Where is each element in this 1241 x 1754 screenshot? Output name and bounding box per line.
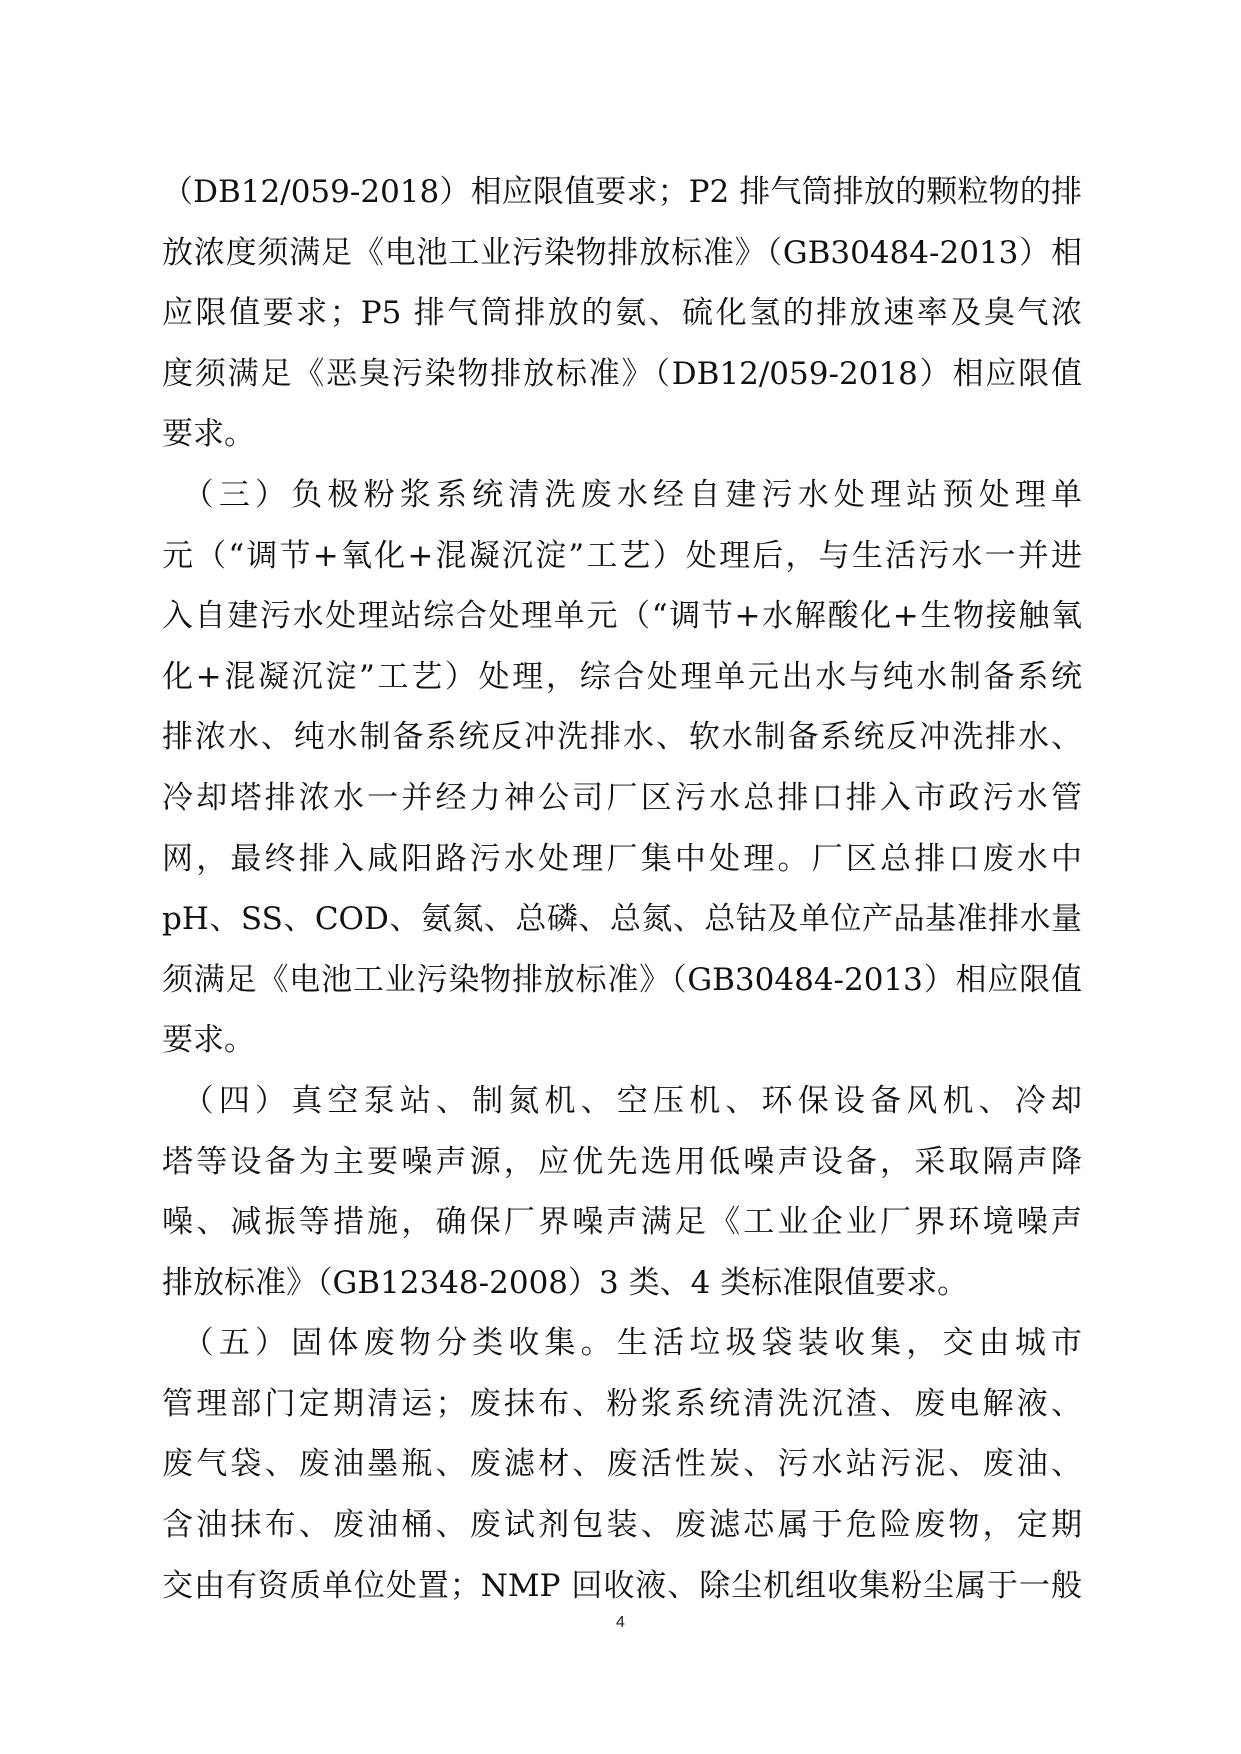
text-line: 冷却塔排浓水一并经力神公司厂区污水总排口排入市政污水管: [162, 779, 1082, 816]
text-line: 交由有资质单位处置；NMP 回收液、除尘机组收集粉尘属于一般: [162, 1567, 1082, 1604]
text-line: 元（“调节+氧化+混凝沉淀”工艺）处理后，与生活污水一并进: [162, 537, 1082, 574]
text-line: 排浓水、纯水制备系统反冲洗排水、软水制备系统反冲洗排水、: [162, 719, 1082, 756]
page-number: 4: [616, 1614, 625, 1631]
text-line: 入自建污水处理站综合处理单元（“调节+水解酸化+生物接触氧: [162, 598, 1082, 635]
text-line: 网，最终排入咸阳路污水处理厂集中处理。厂区总排口废水中: [162, 840, 1082, 877]
text-line: 废气袋、废油墨瓶、废滤材、废活性炭、污水站污泥、废油、: [162, 1446, 1082, 1483]
text-line: 含油抹布、废油桶、废试剂包装、废滤芯属于危险废物，定期: [162, 1507, 1082, 1544]
text-line: 要求。: [162, 1022, 255, 1059]
text-line: 排放标准》（GB12348-2008）3 类、4 类标准限值要求。: [162, 1264, 969, 1301]
text-line: pH、SS、COD、氨氮、总磷、总氮、总钴及单位产品基准排水量: [162, 901, 1082, 938]
text-line: （五）固体废物分类收集。生活垃圾袋装收集，交由城市: [162, 1325, 1082, 1362]
body-text: [162, 162, 1082, 1616]
text-line: 放浓度须满足《电池工业污染物排放标准》（GB30484-2013）相: [162, 234, 1082, 271]
text-line: （DB12/059-2018）相应限值要求；P2 排气筒排放的颗粒物的排: [162, 174, 1082, 210]
text-line: 塔等设备为主要噪声源，应优先选用低噪声设备，采取隔声降: [162, 1143, 1082, 1180]
text-line: （四）真空泵站、制氮机、空压机、环保设备风机、冷却: [162, 1082, 1082, 1119]
text-line: 度须满足《恶臭污染物排放标准》（DB12/059-2018）相应限值: [162, 355, 1082, 392]
text-line: 应限值要求；P5 排气筒排放的氨、硫化氢的排放速率及臭气浓: [162, 295, 1082, 332]
text-line: 管理部门定期清运；废抹布、粉浆系统清洗沉渣、废电解液、: [162, 1385, 1082, 1422]
text-line: 要求。: [162, 416, 255, 453]
text-line: 噪、减振等措施，确保厂界噪声满足《工业企业厂界环境噪声: [162, 1204, 1082, 1241]
text-line: （三）负极粉浆系统清洗废水经自建污水处理站预处理单: [162, 476, 1082, 513]
text-line: 化+混凝沉淀”工艺）处理，综合处理单元出水与纯水制备系统: [162, 658, 1082, 695]
text-line: 须满足《电池工业污染物排放标准》（GB30484-2013）相应限值: [162, 961, 1082, 998]
